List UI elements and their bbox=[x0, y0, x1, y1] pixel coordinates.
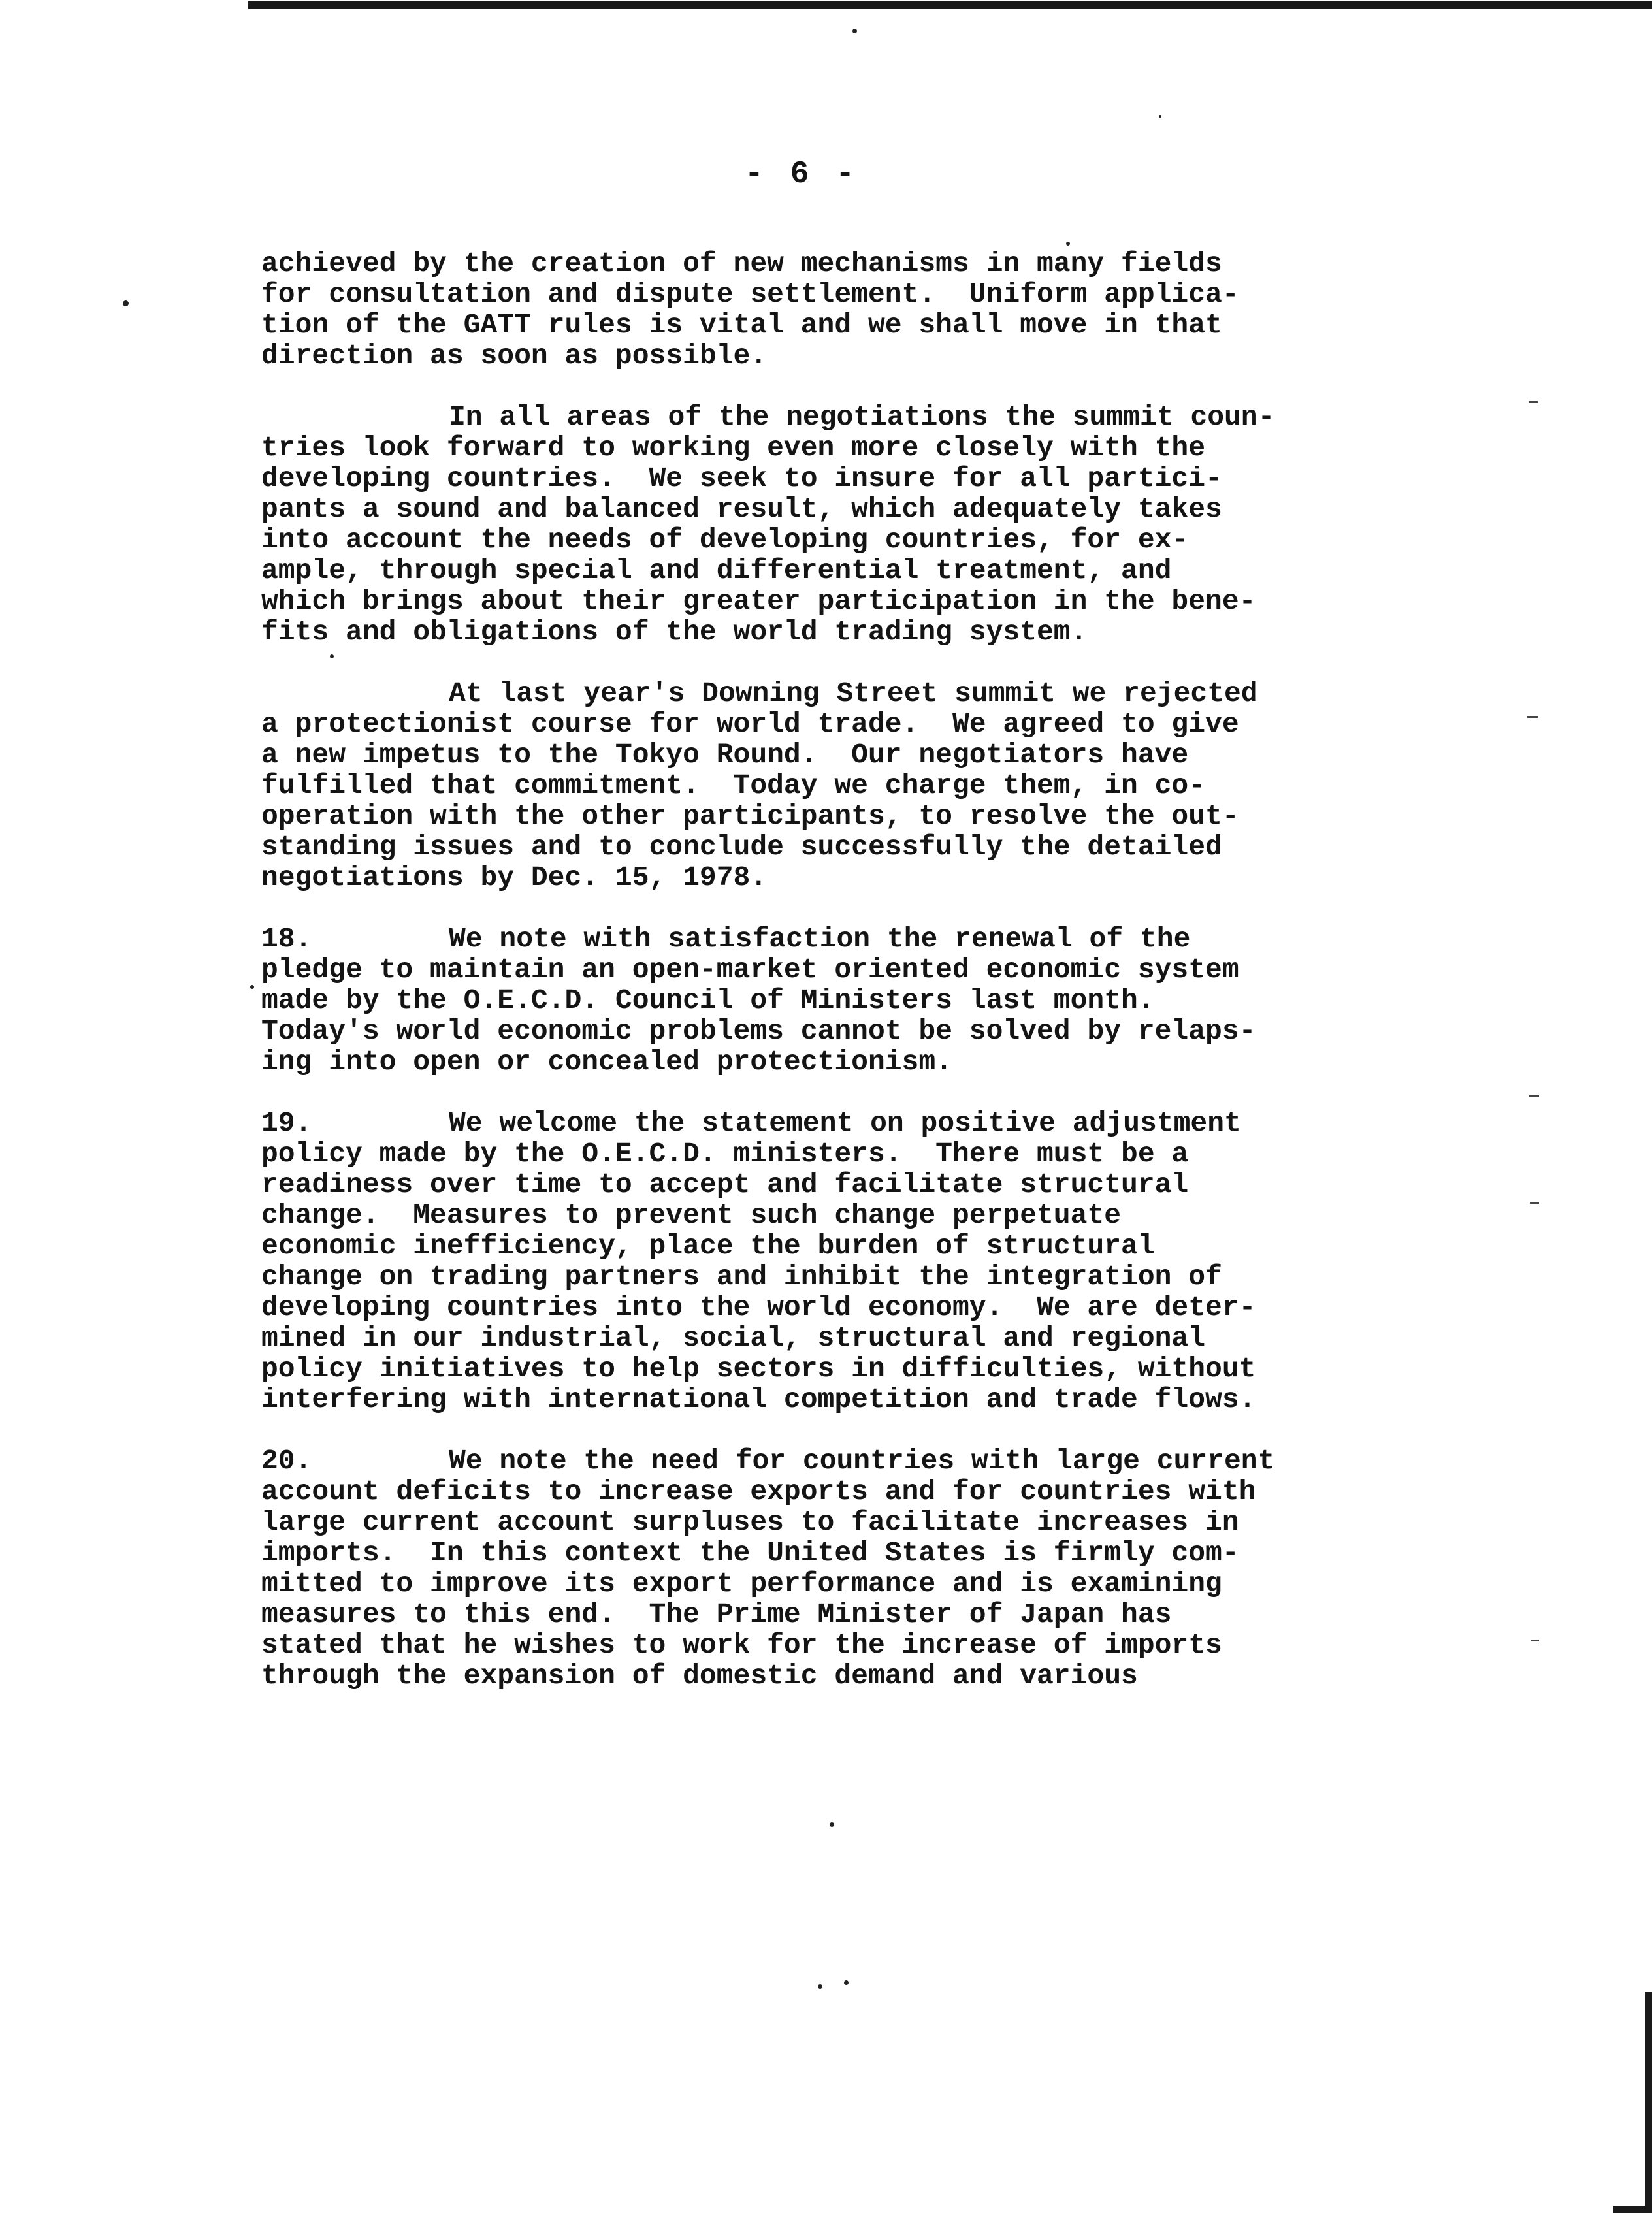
scan-speck bbox=[250, 985, 254, 989]
scan-mark bbox=[1529, 401, 1538, 403]
text-line: imports. In this context the United States is firmly com- bbox=[261, 1537, 1239, 1569]
paragraph-19 bbox=[261, 1108, 1404, 1415]
text-line: change. Measures to prevent such change perpetuate bbox=[261, 1199, 1122, 1231]
scan-speck bbox=[1159, 115, 1161, 118]
text-line: developing countries. We seek to insure for all partici- bbox=[261, 462, 1222, 494]
text-line: measures to this end. The Prime Minister of Japan has bbox=[261, 1598, 1172, 1630]
text-line: which brings about their greater participation in the bene- bbox=[261, 585, 1256, 617]
text-line: economic inefficiency, place the burden of structural bbox=[261, 1230, 1155, 1262]
text-line: standing issues and to conclude successfully the detailed bbox=[261, 831, 1222, 863]
text-line: policy initiatives to help sectors in difficulties, without bbox=[261, 1353, 1256, 1385]
text-line: ample, through special and differential treatment, and bbox=[261, 555, 1172, 587]
text-line-content: We welcome the statement on positive adjustment bbox=[449, 1107, 1241, 1139]
text-line: pledge to maintain an open-market oriented economic system bbox=[261, 954, 1239, 986]
paragraph-20 bbox=[261, 1446, 1404, 1691]
text-line: policy made by the O.E.C.D. ministers. There must be a bbox=[261, 1138, 1189, 1170]
text-line: mitted to improve its export performance and is examining bbox=[261, 1568, 1222, 1600]
text-line: At last year's Downing Street summit we rejected bbox=[449, 677, 1258, 709]
scan-speck bbox=[830, 1822, 834, 1827]
text-line: readiness over time to accept and facilitate structural bbox=[261, 1169, 1189, 1201]
text-line: Today's world economic problems cannot be solved by relaps- bbox=[261, 1015, 1256, 1047]
page-number: - 6 - bbox=[745, 157, 859, 192]
scan-speck bbox=[852, 29, 857, 33]
text-line: developing countries into the world economy. We are deter- bbox=[261, 1291, 1256, 1323]
text-line: fulfilled that commitment. Today we charge them, in co- bbox=[261, 769, 1206, 801]
scan-speck bbox=[844, 1980, 849, 1985]
text-line: a protectionist course for world trade. We agreed to give bbox=[261, 708, 1239, 740]
text-line: for consultation and dispute settlement. Uniform applica- bbox=[261, 278, 1239, 310]
scan-top-border bbox=[248, 1, 1652, 9]
scan-mark bbox=[1527, 716, 1538, 718]
text-line: change on trading partners and inhibit the integration of bbox=[261, 1261, 1222, 1293]
text-line: pants a sound and balanced result, which adequately takes bbox=[261, 493, 1222, 525]
text-line: direction as soon as possible. bbox=[261, 340, 768, 372]
text-line: achieved by the creation of new mechanisms in many fields bbox=[261, 248, 1222, 280]
scan-right-border bbox=[1645, 1992, 1652, 2213]
text-line: stated that he wishes to work for the increase of imports bbox=[261, 1629, 1222, 1661]
scan-corner-border bbox=[1613, 2206, 1652, 2213]
paragraph-18 bbox=[261, 924, 1404, 1077]
text-line-content: We note the need for countries with large current bbox=[449, 1445, 1275, 1477]
paragraph-downing-street bbox=[261, 678, 1404, 893]
text-line: a new impetus to the Tokyo Round. Our negotiators have bbox=[261, 739, 1189, 771]
scan-mark bbox=[1531, 1640, 1539, 1641]
text-line: mined in our industrial, social, structural and regional bbox=[261, 1322, 1206, 1354]
text-line bbox=[261, 924, 1404, 954]
text-line: operation with the other participants, to resolve the out- bbox=[261, 800, 1239, 832]
text-line: into account the needs of developing countries, for ex- bbox=[261, 524, 1189, 556]
paragraph-developing-countries bbox=[261, 402, 1404, 647]
document-body bbox=[261, 248, 1404, 1722]
scan-speck bbox=[1066, 242, 1070, 246]
text-line bbox=[261, 1108, 1404, 1139]
paragraph-continuation bbox=[261, 248, 1404, 371]
text-line: through the expansion of domestic demand and various bbox=[261, 1660, 1138, 1692]
text-line: tion of the GATT rules is vital and we shall move in that bbox=[261, 309, 1222, 341]
text-line: made by the O.E.C.D. Council of Ministers last month. bbox=[261, 984, 1155, 1016]
text-line: tries look forward to working even more closely with the bbox=[261, 432, 1206, 464]
scan-speck bbox=[818, 1984, 822, 1989]
scan-mark bbox=[1530, 1202, 1539, 1204]
paragraph-number: 20. bbox=[261, 1445, 312, 1477]
scan-mark bbox=[1529, 1095, 1539, 1097]
scan-speck bbox=[123, 300, 129, 306]
text-line: large current account surpluses to facilitate increases in bbox=[261, 1506, 1239, 1538]
text-line: account deficits to increase exports and for countries with bbox=[261, 1476, 1256, 1508]
paragraph-number: 18. bbox=[261, 923, 312, 955]
text-line-content: We note with satisfaction the renewal of the bbox=[449, 923, 1191, 955]
text-line: ing into open or concealed protectionism. bbox=[261, 1046, 952, 1078]
text-line: fits and obligations of the world trading system. bbox=[261, 616, 1088, 648]
text-line bbox=[261, 1446, 1404, 1476]
text-line: In all areas of the negotiations the summit coun- bbox=[449, 401, 1275, 433]
text-line: interfering with international competition and trade flows. bbox=[261, 1383, 1256, 1415]
text-line: negotiations by Dec. 15, 1978. bbox=[261, 862, 768, 894]
paragraph-number: 19. bbox=[261, 1107, 312, 1139]
